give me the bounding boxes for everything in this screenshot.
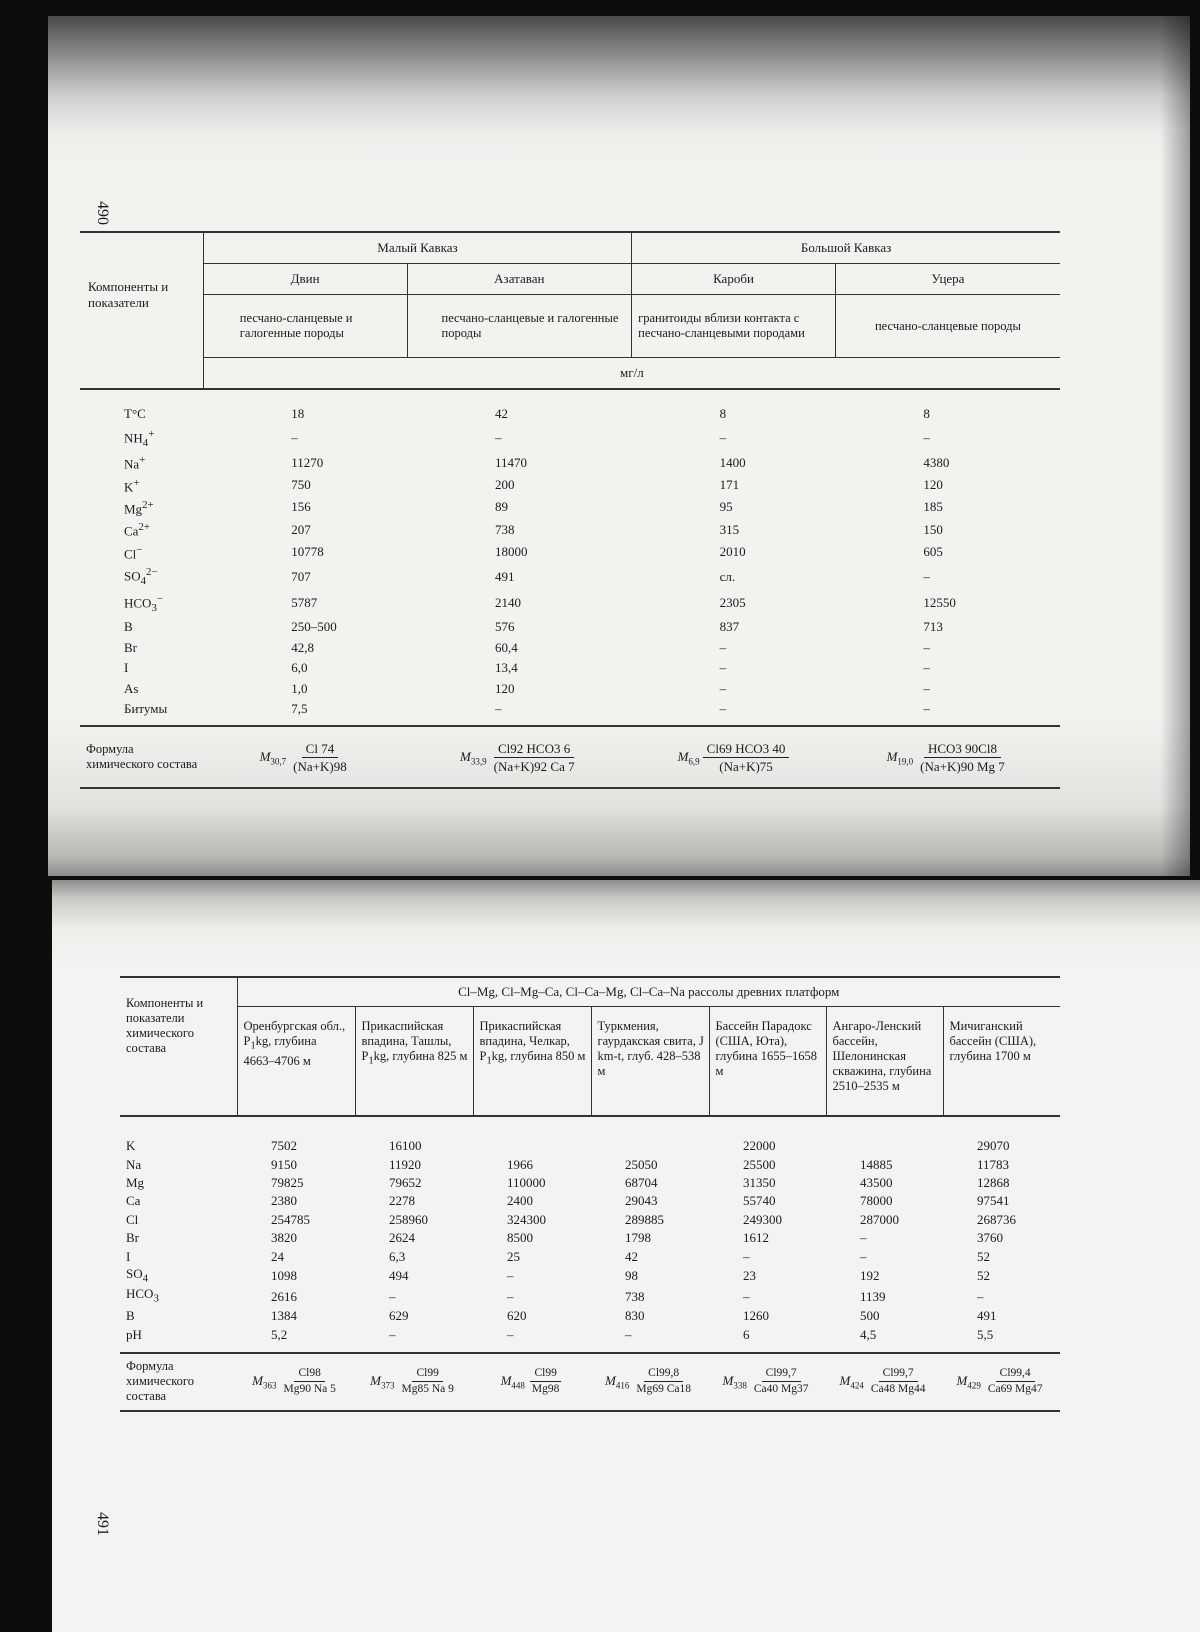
cell: – [495, 429, 502, 445]
formula: $M_{363}$ Cl98 Mg90 Na 5 [237, 1353, 355, 1411]
row-label: I [124, 660, 129, 676]
component-header: Компоненты и показатели [80, 232, 203, 358]
cell: 1400 [719, 454, 746, 470]
cell: 5,2 [271, 1326, 288, 1342]
cell: 1798 [625, 1230, 651, 1246]
cell: 171 [719, 476, 740, 492]
formula: $M_{30,7}$ Cl 74 (Na+K)98 [203, 726, 407, 788]
cell: 6,3 [389, 1248, 406, 1264]
table-row [120, 1229, 1060, 1247]
cell: 11270 [291, 454, 324, 470]
site-header: Двин [203, 264, 407, 295]
cell: 5,5 [977, 1326, 994, 1342]
formula-row [120, 1353, 1060, 1411]
cell: – [923, 568, 930, 584]
cell: 25050 [625, 1156, 658, 1172]
cell: 250–500 [291, 619, 337, 635]
page-shadow [1160, 16, 1190, 876]
row-label: I [126, 1248, 131, 1264]
cell: 207 [291, 521, 311, 537]
cell: 837 [719, 619, 740, 635]
formula: $M_{448}$ Cl99 Mg98 [473, 1353, 591, 1411]
row-label: $Ca^{2+}$ [124, 521, 150, 539]
table-row [80, 590, 1060, 617]
cell: 8 [719, 406, 727, 422]
rock-type: песчано-сланцевые породы [835, 295, 1060, 358]
cell: 2010 [719, 543, 746, 559]
cell: 2278 [389, 1193, 415, 1209]
cell: – [389, 1326, 396, 1342]
row-label: K [126, 1138, 136, 1154]
table-row [80, 451, 1060, 473]
row-label: Br [124, 639, 137, 655]
column-header: Ангаро-Ленский бассейн, Шелонинская скважина, глубина 2510–2535 м [826, 1007, 943, 1117]
cell: 713 [923, 619, 943, 635]
cell: 200 [495, 476, 515, 492]
cell: 43500 [860, 1174, 893, 1190]
table-caucasus-waters [80, 231, 1060, 789]
cell: – [625, 1326, 632, 1342]
cell: – [507, 1326, 514, 1342]
cell: 24 [271, 1248, 284, 1264]
cell: – [719, 639, 727, 655]
rock-type: гранитоиды вблизи контакта с песчано-сланцевыми породами [632, 295, 836, 358]
cell: 3820 [271, 1230, 297, 1246]
cell: 78000 [860, 1193, 893, 1209]
cell: – [923, 660, 930, 676]
row-label: As [124, 680, 139, 696]
formula: $M_{373}$ Cl99 Mg85 Na 9 [355, 1353, 473, 1411]
cell: 268736 [977, 1211, 1016, 1227]
cell: 79652 [389, 1174, 422, 1190]
cell: 11470 [495, 454, 528, 470]
row-label: B [126, 1308, 135, 1324]
table-row [80, 496, 1060, 518]
table-row [80, 541, 1060, 563]
cell: 8 [923, 406, 930, 422]
table-row [120, 1325, 1060, 1343]
cell: 60,4 [495, 639, 518, 655]
table-row [80, 518, 1060, 540]
cell: 25 [507, 1248, 520, 1264]
region-header: Малый Кавказ [203, 232, 631, 264]
cell: – [977, 1288, 984, 1304]
cell: 185 [923, 499, 943, 515]
cell: 120 [495, 680, 515, 696]
formula-row [80, 726, 1060, 788]
cell: 98 [625, 1268, 638, 1284]
cell: 18000 [495, 543, 528, 559]
cell: 42,8 [291, 639, 315, 655]
cell: 5787 [291, 595, 318, 611]
table-row [80, 563, 1060, 590]
table-row [120, 1137, 1060, 1155]
cell: – [389, 1288, 396, 1304]
formula: $M_{429}$ Cl99,4 Ca69 Mg47 [943, 1353, 1060, 1411]
table-row [80, 699, 1060, 720]
cell: – [923, 680, 930, 696]
cell: 11783 [977, 1156, 1010, 1172]
column-header: Оренбургская обл., $P_1kg$, глубина 4663–4706 м [237, 1007, 355, 1117]
cell: 254785 [271, 1211, 310, 1227]
cell: 68704 [625, 1174, 658, 1190]
cell: 3760 [977, 1230, 1003, 1246]
cell: 23 [743, 1268, 756, 1284]
cell: 315 [719, 521, 740, 537]
column-header: Туркмения, гаурдакская свита, J km-t, глуб. 428–538 м [591, 1007, 709, 1117]
cell: 13,4 [495, 660, 518, 676]
row-label: Cl− [124, 543, 143, 562]
cell [591, 1137, 709, 1155]
table-row [80, 658, 1060, 679]
cell: 258960 [389, 1211, 428, 1227]
unit-label: мг/л [203, 358, 1060, 390]
cell: 18 [291, 406, 305, 422]
cell: 6 [743, 1326, 750, 1342]
table-row [80, 404, 1060, 425]
cell: – [719, 680, 727, 696]
cell: – [291, 429, 298, 445]
cell: 2305 [719, 595, 746, 611]
site-header: Уцера [835, 264, 1060, 295]
cell: – [743, 1248, 750, 1264]
cell: 16100 [389, 1138, 422, 1154]
rock-type: песчано-сланцевые и галогенные породы [407, 295, 632, 358]
cell: 52 [977, 1268, 990, 1284]
cell [826, 1137, 943, 1155]
cell: – [923, 701, 930, 717]
cell: 738 [625, 1288, 645, 1304]
table-row [80, 637, 1060, 658]
cell: 29070 [977, 1138, 1010, 1154]
cell: 6,0 [291, 660, 308, 676]
cell: 97541 [977, 1193, 1010, 1209]
row-label: Cl [126, 1211, 139, 1227]
cell: 12550 [923, 595, 956, 611]
cell: – [507, 1288, 514, 1304]
cell: 42 [625, 1248, 638, 1264]
site-header: Азатаван [407, 264, 632, 295]
cell: 1260 [743, 1308, 769, 1324]
formula: $M_{19,0}$ HCO3 90Cl8 (Na+K)90 Mg 7 [835, 726, 1060, 788]
cell: 52 [977, 1248, 990, 1264]
cell: 2624 [389, 1230, 415, 1246]
cell: 95 [719, 499, 733, 515]
row-label: K+ [124, 476, 140, 495]
table-ancient-platform-brines [120, 976, 1060, 1412]
cell: 12868 [977, 1174, 1010, 1190]
rock-type: песчано-сланцевые и галогенные породы [203, 295, 407, 358]
region-header: Большой Кавказ [632, 232, 1060, 264]
cell: 42 [495, 406, 508, 422]
cell: 1,0 [291, 680, 308, 696]
cell: 55740 [743, 1193, 776, 1209]
cell: 491 [495, 568, 515, 584]
cell: 494 [389, 1268, 409, 1284]
cell: – [719, 660, 727, 676]
page-number-bottom: 491 [94, 1512, 111, 1536]
cell: 576 [495, 619, 515, 635]
table-row [120, 1266, 1060, 1287]
cell: 79825 [271, 1174, 304, 1190]
row-label: Ca [126, 1193, 141, 1209]
table-row [80, 678, 1060, 699]
cell: 289885 [625, 1211, 664, 1227]
cell: 110000 [507, 1174, 546, 1190]
formula: $M_{416}$ Cl99,8 Mg69 Ca18 [591, 1353, 709, 1411]
cell: – [719, 429, 727, 445]
cell: 2380 [271, 1193, 297, 1209]
cell: 192 [860, 1268, 880, 1284]
formula: $M_{338}$ Cl99,7 Ca40 Mg37 [709, 1353, 826, 1411]
cell: – [719, 701, 727, 717]
cell: – [860, 1248, 867, 1264]
table-row [120, 1192, 1060, 1210]
cell: – [495, 701, 502, 717]
row-label: Na [126, 1156, 142, 1172]
cell: 1098 [271, 1268, 297, 1284]
row-label: $NH_4^+$ [124, 427, 155, 449]
cell: 324300 [507, 1211, 546, 1227]
table-row [120, 1155, 1060, 1173]
row-label: $SO_4$ [126, 1265, 149, 1285]
cell: 10778 [291, 543, 324, 559]
cell: 150 [923, 521, 943, 537]
cell: 4380 [923, 454, 950, 470]
cell: 9150 [271, 1156, 297, 1172]
cell: 120 [923, 476, 943, 492]
cell: – [923, 639, 930, 655]
row-label: Br [126, 1230, 139, 1246]
cell: сл. [719, 568, 736, 584]
group-header: Cl–Mg, Cl–Mg–Ca, Cl–Ca–Mg, Cl–Ca–Na рассолы древних платформ [237, 977, 1060, 1007]
cell: 14885 [860, 1156, 893, 1172]
component-header: Компоненты и показатели химического состава [120, 977, 237, 1116]
column-header: Бассейн Парадокс (США, Юта), глубина 1655–1658 м [709, 1007, 826, 1117]
formula-label: Формула химического состава [80, 726, 203, 788]
table-row [120, 1307, 1060, 1325]
cell: 8500 [507, 1230, 533, 1246]
cell: 25500 [743, 1156, 776, 1172]
cell: 249300 [743, 1211, 782, 1227]
page-number-top: 490 [94, 201, 111, 225]
cell: 2140 [495, 595, 521, 611]
cell: 29043 [625, 1193, 658, 1209]
row-label: B [124, 619, 133, 635]
row-label: $HCO_3^-$ [124, 592, 163, 614]
cell: 7502 [271, 1138, 297, 1154]
cell: 629 [389, 1308, 409, 1324]
cell: 31350 [743, 1174, 776, 1190]
table-row [120, 1286, 1060, 1307]
row-label: $Mg^{2+}$ [124, 499, 154, 517]
cell: 4,5 [860, 1326, 877, 1342]
cell: – [743, 1288, 750, 1304]
row-label: pH [126, 1326, 142, 1342]
column-header: Мичиганский бассейн (США), глубина 1700 м [943, 1007, 1060, 1117]
column-header: Прикаспийская впадина, Ташлы, $P_1kg$, глубина 825 м [355, 1007, 473, 1117]
table-row [120, 1247, 1060, 1265]
formula: $M_{6,9}$ Cl69 HCO3 40 (Na+K)75 [632, 726, 836, 788]
table-row [80, 474, 1060, 496]
site-header: Кароби [632, 264, 836, 295]
cell: 620 [507, 1308, 527, 1324]
column-header: Прикаспийская впадина, Челкар, $P_1kg$, глубина 850 м [473, 1007, 591, 1117]
row-label: $SO_4^{2-}$ [124, 566, 158, 587]
cell: 1612 [743, 1230, 769, 1246]
formula-label: Формула химического состава [120, 1353, 237, 1411]
row-label: T°C [124, 406, 146, 422]
table-row [80, 425, 1060, 452]
cell [473, 1137, 591, 1155]
cell: 605 [923, 543, 943, 559]
cell: 11920 [389, 1156, 422, 1172]
cell: 491 [977, 1308, 997, 1324]
cell: 287000 [860, 1211, 899, 1227]
cell: 89 [495, 499, 508, 515]
table-row [120, 1211, 1060, 1229]
row-label: Na+ [124, 454, 146, 472]
cell: 1966 [507, 1156, 533, 1172]
row-label: $HCO_3$ [126, 1286, 159, 1305]
cell: 2616 [271, 1288, 297, 1304]
cell: – [923, 429, 930, 445]
table-row [80, 617, 1060, 638]
formula: $M_{424}$ Cl99,7 Ca48 Mg44 [826, 1353, 943, 1411]
cell: 1384 [271, 1308, 297, 1324]
cell: 738 [495, 521, 515, 537]
cell: 22000 [743, 1138, 776, 1154]
row-label: Mg [126, 1174, 145, 1190]
table-row [120, 1174, 1060, 1192]
cell: 830 [625, 1308, 645, 1324]
cell: – [507, 1268, 514, 1284]
cell: 7,5 [291, 701, 308, 717]
cell: 750 [291, 476, 311, 492]
cell: 707 [291, 568, 311, 584]
cell: – [860, 1230, 867, 1246]
cell: 500 [860, 1308, 880, 1324]
cell: 1139 [860, 1288, 886, 1304]
formula: $M_{33,9}$ Cl92 HCO3 6 (Na+K)92 Ca 7 [407, 726, 632, 788]
cell: 2400 [507, 1193, 533, 1209]
cell: 156 [291, 499, 311, 515]
row-label: Битумы [124, 701, 168, 717]
